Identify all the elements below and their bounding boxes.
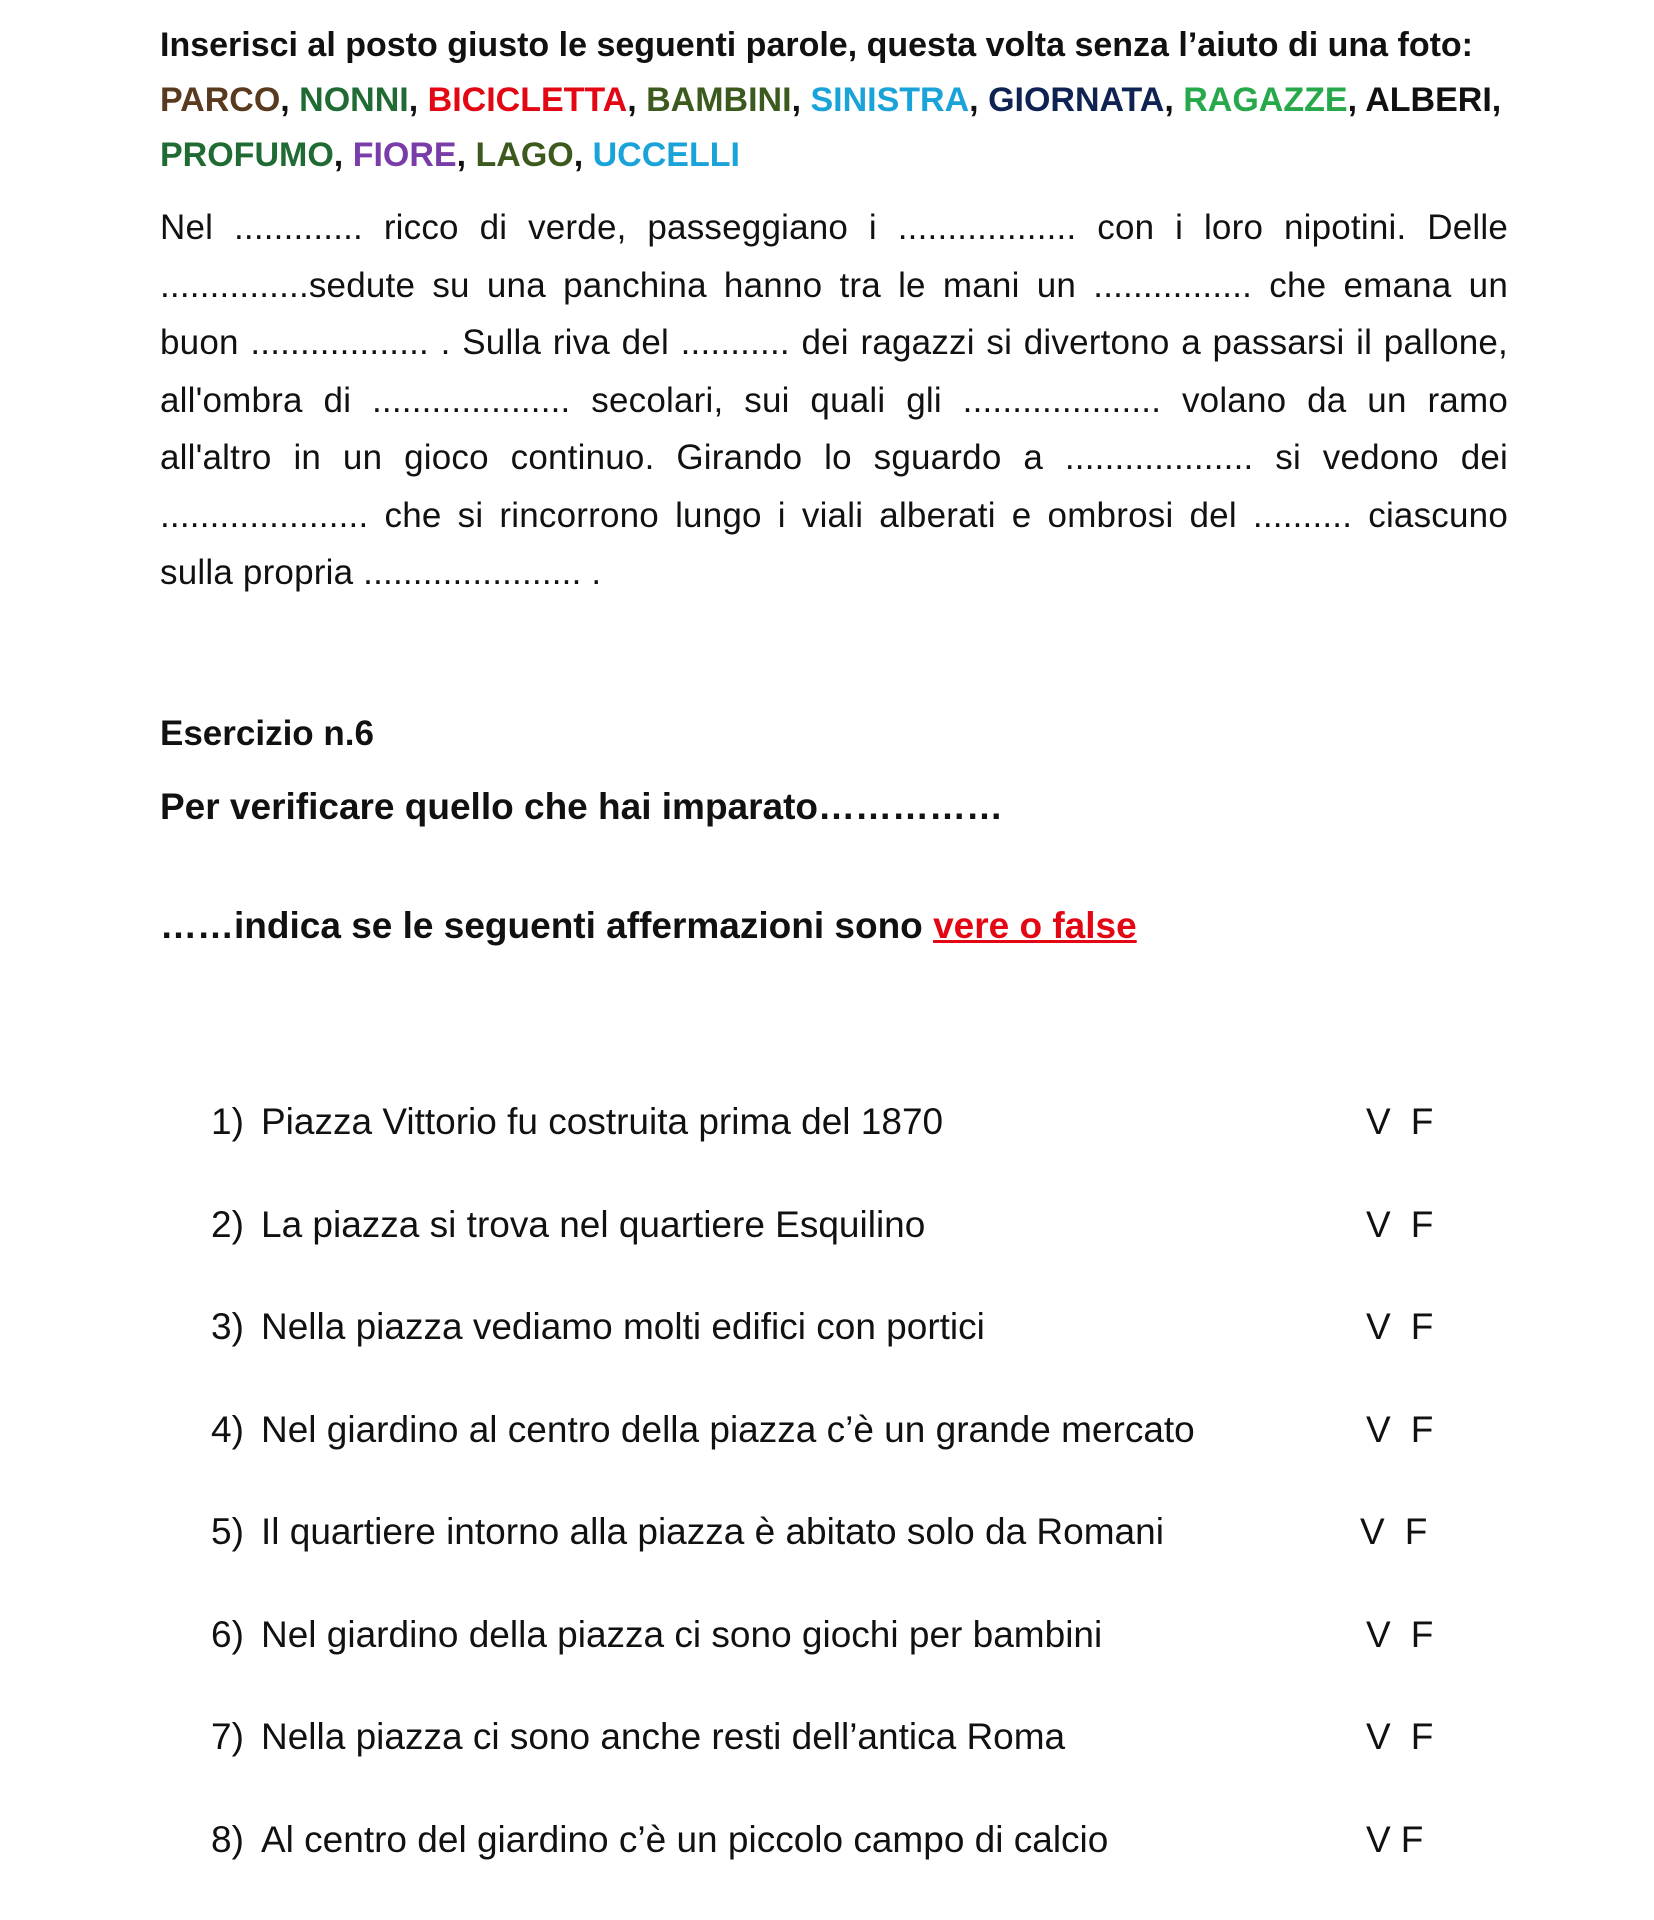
true-option[interactable]: V <box>1366 1204 1391 1245</box>
statement-number: 3) <box>211 1305 244 1349</box>
true-option[interactable]: V <box>1366 1409 1391 1450</box>
word-bank-item: LAGO <box>476 136 574 174</box>
statement-item <box>211 1818 1471 1920</box>
statement-number: 6) <box>211 1613 244 1657</box>
word-bank-item: PROFUMO <box>160 136 334 174</box>
statement-number: 4) <box>211 1408 244 1452</box>
statement-number: 7) <box>211 1715 244 1759</box>
exercise-prompt <box>160 905 1137 947</box>
word-separator: , <box>792 81 811 119</box>
word-separator: , <box>1164 81 1183 119</box>
statement-number: 2) <box>211 1203 244 1247</box>
statement-number: 8) <box>211 1818 244 1862</box>
false-option[interactable]: F <box>1411 1204 1434 1245</box>
true-false-options <box>1366 1408 1433 1452</box>
word-bank-item: FIORE <box>353 136 457 174</box>
word-bank-item: RAGAZZE <box>1183 81 1347 119</box>
statement-text: Nel giardino al centro della piazza c’è un grande mercato <box>261 1408 1195 1452</box>
word-bank-item: BICICLETTA <box>428 81 628 119</box>
statement-item <box>211 1613 1471 1716</box>
statement-text: Piazza Vittorio fu costruita prima del 1870 <box>261 1100 943 1144</box>
true-false-options <box>1366 1613 1433 1657</box>
worksheet-page <box>160 18 1508 602</box>
word-separator: , <box>280 81 299 119</box>
true-option[interactable]: V <box>1366 1614 1391 1655</box>
word-bank-item: BAMBINI <box>646 81 791 119</box>
word-separator: , <box>457 136 476 174</box>
word-separator: , <box>1348 81 1366 119</box>
instruction-text: Inserisci al posto giusto le seguenti parole, questa volta senza l’aiuto di una foto: <box>160 18 1508 73</box>
statement-text: Nel giardino della piazza ci sono giochi per bambini <box>261 1613 1102 1657</box>
true-false-options <box>1366 1715 1433 1759</box>
true-option[interactable]: V <box>1366 1716 1391 1757</box>
statement-item <box>211 1408 1471 1511</box>
statement-item <box>211 1305 1471 1408</box>
statement-item <box>211 1715 1471 1818</box>
word-bank-item: PARCO <box>160 81 280 119</box>
prompt-prefix: ……indica se le seguenti affermazioni sono <box>160 905 933 946</box>
word-bank-item: ALBERI <box>1365 81 1492 119</box>
false-option[interactable]: F <box>1411 1716 1434 1757</box>
word-separator: , <box>574 136 593 174</box>
true-false-options <box>1366 1100 1433 1144</box>
statement-text: Al centro del giardino c’è un piccolo campo di calcio <box>261 1818 1108 1862</box>
statement-text: Nella piazza ci sono anche resti dell’antica Roma <box>261 1715 1065 1759</box>
word-bank-item: NONNI <box>299 81 409 119</box>
fill-in-passage: Nel ............. ricco di verde, passeggiano i .................. con i loro nipotini. Delle ...............sedute su una panchina hanno tra le mani un ................ che emana un buon .................. . Sulla riva del ........... dei ragazzi si divertono a passarsi il pallone, all'ombra di .................... secolari, sui quali gli .................... volano da un ramo all'altro in un gioco continuo. Girando lo sguardo a ................... si vedono dei ..................... che si rincorrono lungo i viali alberati e ombrosi del .......... ciascuno sulla propria ...................... . <box>160 199 1508 602</box>
true-option[interactable]: V <box>1366 1101 1391 1142</box>
word-separator: , <box>969 81 988 119</box>
true-false-highlight: vere o false <box>933 905 1137 946</box>
statement-list <box>211 1100 1471 1920</box>
true-false-options <box>1366 1818 1423 1862</box>
statement-number: 5) <box>211 1510 244 1554</box>
exercise-title: Esercizio n.6 <box>160 714 374 754</box>
statement-text: Il quartiere intorno alla piazza è abitato solo da Romani <box>261 1510 1164 1554</box>
word-separator: , <box>334 136 353 174</box>
word-bank <box>160 73 1508 183</box>
false-option[interactable]: F <box>1411 1101 1434 1142</box>
false-option[interactable]: F <box>1401 1819 1424 1860</box>
false-option[interactable]: F <box>1411 1614 1434 1655</box>
exercise-subtitle: Per verificare quello che hai imparato…………… <box>160 786 1003 828</box>
false-option[interactable]: F <box>1405 1511 1428 1552</box>
word-separator: , <box>409 81 428 119</box>
statement-item <box>211 1510 1471 1613</box>
true-false-options <box>1366 1203 1433 1247</box>
true-option[interactable]: V <box>1366 1819 1391 1860</box>
statement-text: Nella piazza vediamo molti edifici con portici <box>261 1305 985 1349</box>
statement-item <box>211 1100 1471 1203</box>
false-option[interactable]: F <box>1411 1409 1434 1450</box>
false-option[interactable]: F <box>1411 1306 1434 1347</box>
true-option[interactable]: V <box>1366 1306 1391 1347</box>
word-separator: , <box>627 81 646 119</box>
true-false-options <box>1366 1305 1433 1349</box>
word-separator: , <box>1492 81 1501 119</box>
true-option[interactable]: V <box>1360 1511 1385 1552</box>
statement-number: 1) <box>211 1100 244 1144</box>
word-bank-item: GIORNATA <box>988 81 1164 119</box>
true-false-options <box>1360 1510 1427 1554</box>
word-bank-item: SINISTRA <box>810 81 969 119</box>
statement-item <box>211 1203 1471 1306</box>
statement-text: La piazza si trova nel quartiere Esquilino <box>261 1203 925 1247</box>
word-bank-item: UCCELLI <box>593 136 740 174</box>
